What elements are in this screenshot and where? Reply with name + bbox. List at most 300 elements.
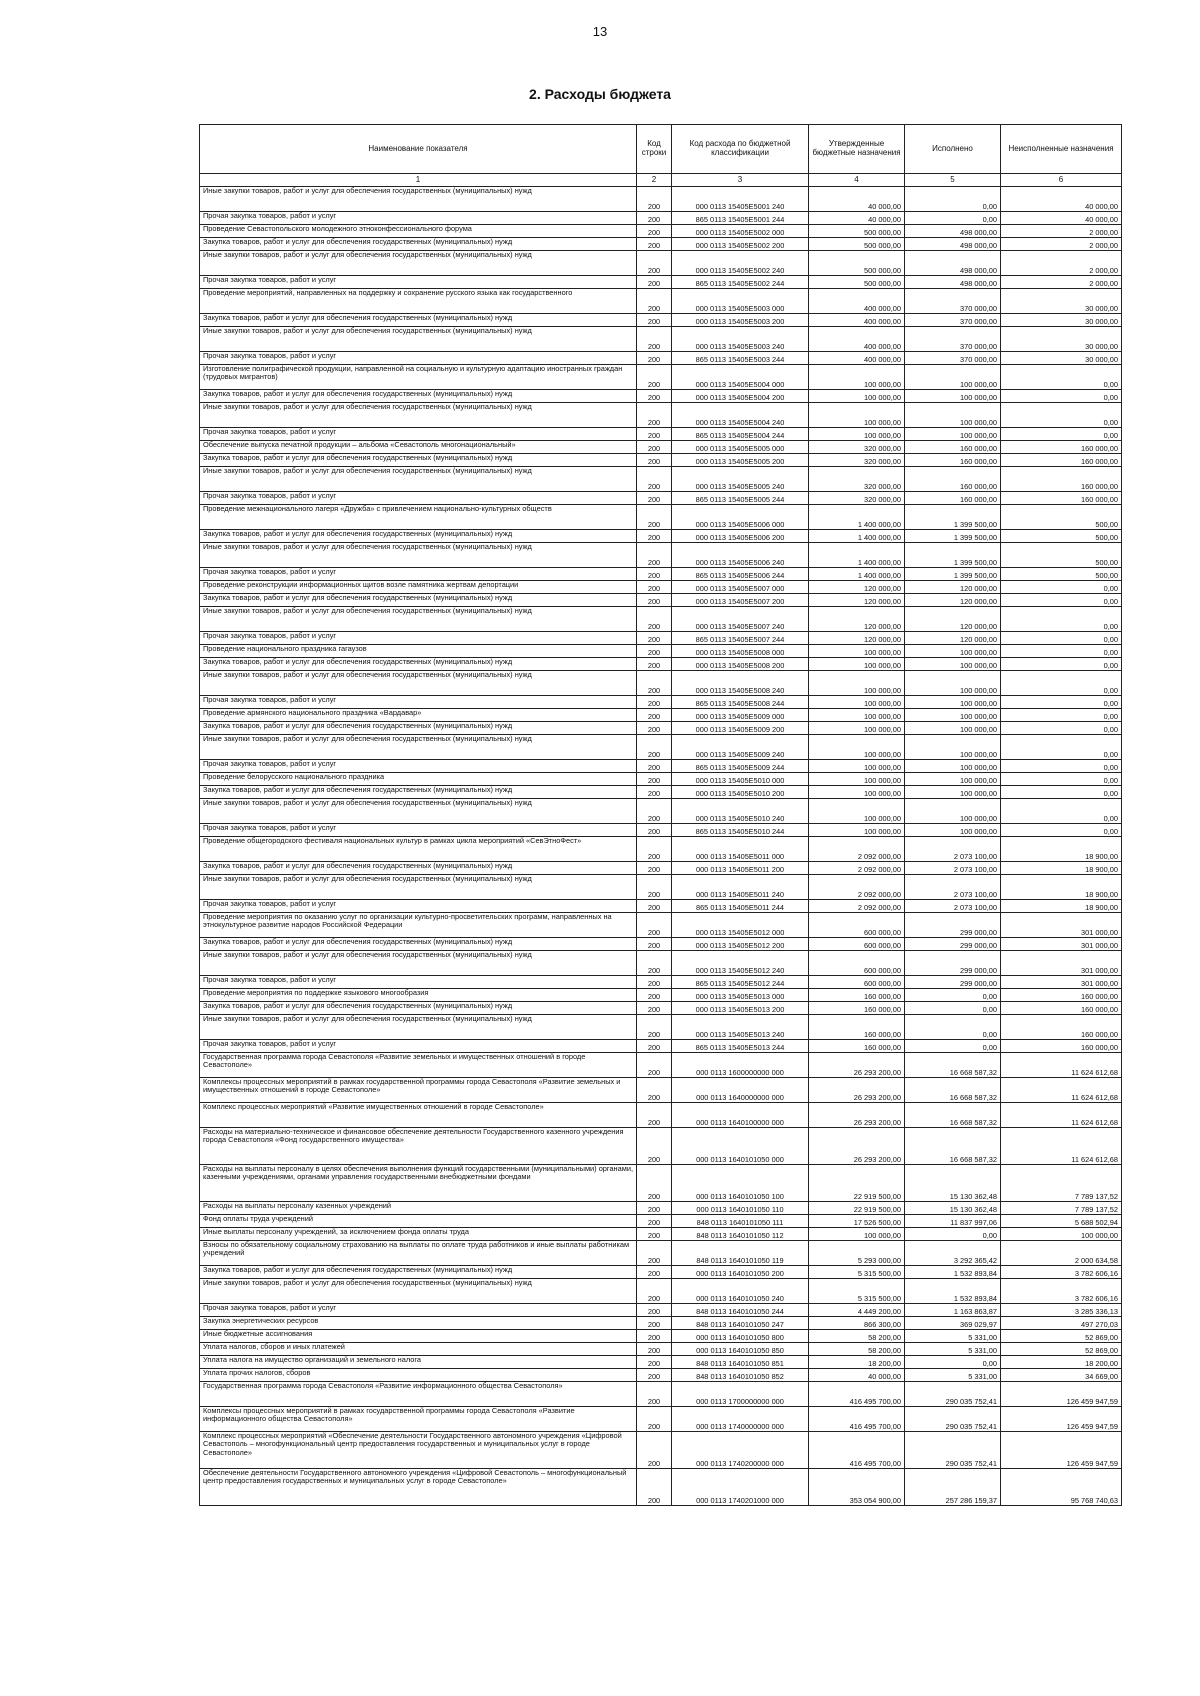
row-unexecuted: 3 285 336,13 (1001, 1304, 1122, 1317)
row-expense-code: 000 0113 15405E5009 200 (672, 722, 809, 735)
row-unexecuted: 30 000,00 (1001, 314, 1122, 327)
row-executed: 1 399 500,00 (905, 568, 1001, 581)
row-unexecuted: 30 000,00 (1001, 327, 1122, 352)
row-approved: 100 000,00 (809, 645, 905, 658)
row-expense-code: 000 0113 15405E5002 000 (672, 225, 809, 238)
row-name: Расходы на выплаты персоналу казенных учреждений (200, 1202, 637, 1215)
row-expense-code: 000 0113 15405E5009 000 (672, 709, 809, 722)
row-line-code: 200 (637, 607, 672, 632)
row-line-code: 200 (637, 658, 672, 671)
row-name: Закупка товаров, работ и услуг для обеспечения государственных (муниципальных) нужд (200, 938, 637, 951)
row-line-code: 200 (637, 837, 672, 862)
row-line-code: 200 (637, 989, 672, 1002)
row-approved: 600 000,00 (809, 938, 905, 951)
table-row (200, 709, 1122, 722)
row-name: Прочая закупка товаров, работ и услуг (200, 824, 637, 837)
row-name: Расходы на выплаты персоналу в целях обеспечения выполнения функций государственными (муниципальными) органами, казенными учреждениями, органами управления государственными внебюджетными фондами (200, 1165, 637, 1202)
row-approved: 1 400 000,00 (809, 505, 905, 530)
row-unexecuted: 0,00 (1001, 786, 1122, 799)
row-line-code: 200 (637, 251, 672, 276)
table-body (200, 187, 1122, 1506)
table-row (200, 1241, 1122, 1266)
row-approved: 500 000,00 (809, 276, 905, 289)
row-line-code: 200 (637, 1369, 672, 1382)
row-line-code: 200 (637, 1330, 672, 1343)
row-approved: 100 000,00 (809, 773, 905, 786)
row-expense-code: 000 0113 15405E5012 000 (672, 913, 809, 938)
row-executed: 160 000,00 (905, 454, 1001, 467)
table-row (200, 671, 1122, 696)
row-expense-code: 865 0113 15405E5006 244 (672, 568, 809, 581)
row-line-code: 200 (637, 632, 672, 645)
row-approved: 100 000,00 (809, 760, 905, 773)
row-approved: 120 000,00 (809, 581, 905, 594)
row-line-code: 200 (637, 900, 672, 913)
row-name: Иные закупки товаров, работ и услуг для обеспечения государственных (муниципальных) нужд (200, 1279, 637, 1304)
row-unexecuted: 0,00 (1001, 365, 1122, 390)
row-expense-code: 000 0113 1640101050 000 (672, 1128, 809, 1165)
table-row (200, 1279, 1122, 1304)
row-approved: 100 000,00 (809, 428, 905, 441)
row-line-code: 200 (637, 1407, 672, 1432)
row-executed: 160 000,00 (905, 467, 1001, 492)
row-approved: 400 000,00 (809, 327, 905, 352)
row-approved: 100 000,00 (809, 390, 905, 403)
row-expense-code: 000 0113 15405E5013 000 (672, 989, 809, 1002)
row-unexecuted: 52 869,00 (1001, 1343, 1122, 1356)
row-expense-code: 000 0113 15405E5007 240 (672, 607, 809, 632)
row-approved: 100 000,00 (809, 365, 905, 390)
row-unexecuted: 2 000,00 (1001, 276, 1122, 289)
row-approved: 416 495 700,00 (809, 1407, 905, 1432)
row-unexecuted: 18 900,00 (1001, 862, 1122, 875)
table-row (200, 1304, 1122, 1317)
row-line-code: 200 (637, 1432, 672, 1469)
row-expense-code: 865 0113 15405E5009 244 (672, 760, 809, 773)
row-line-code: 200 (637, 709, 672, 722)
row-line-code: 200 (637, 1215, 672, 1228)
row-expense-code: 000 0113 15405E5011 240 (672, 875, 809, 900)
row-name: Изготовление полиграфической продукции, направленной на социальную и культурную адаптацию иностранных граждан (трудовых мигрантов) (200, 365, 637, 390)
row-executed: 100 000,00 (905, 428, 1001, 441)
row-expense-code: 865 0113 15405E5004 244 (672, 428, 809, 441)
row-approved: 100 000,00 (809, 824, 905, 837)
row-unexecuted: 160 000,00 (1001, 454, 1122, 467)
row-executed: 120 000,00 (905, 607, 1001, 632)
row-line-code: 200 (637, 390, 672, 403)
table-row (200, 1343, 1122, 1356)
row-line-code: 200 (637, 568, 672, 581)
row-name: Прочая закупка товаров, работ и услуг (200, 492, 637, 505)
row-expense-code: 000 0113 15405E5003 200 (672, 314, 809, 327)
row-executed: 0,00 (905, 187, 1001, 212)
row-line-code: 200 (637, 467, 672, 492)
row-name: Уплата налога на имущество организаций и земельного налога (200, 1356, 637, 1369)
table-row (200, 251, 1122, 276)
row-executed: 299 000,00 (905, 913, 1001, 938)
table-row (200, 799, 1122, 824)
row-unexecuted: 2 000,00 (1001, 251, 1122, 276)
table-row (200, 1330, 1122, 1343)
row-name: Закупка товаров, работ и услуг для обеспечения государственных (муниципальных) нужд (200, 238, 637, 251)
table-row (200, 645, 1122, 658)
row-name: Закупка товаров, работ и услуг для обеспечения государственных (муниципальных) нужд (200, 658, 637, 671)
row-line-code: 200 (637, 773, 672, 786)
row-approved: 58 200,00 (809, 1330, 905, 1343)
row-name: Закупка товаров, работ и услуг для обеспечения государственных (муниципальных) нужд (200, 722, 637, 735)
row-executed: 0,00 (905, 212, 1001, 225)
row-executed: 299 000,00 (905, 938, 1001, 951)
row-approved: 100 000,00 (809, 799, 905, 824)
table-row (200, 530, 1122, 543)
row-name: Прочая закупка товаров, работ и услуг (200, 976, 637, 989)
row-unexecuted: 500,00 (1001, 530, 1122, 543)
row-approved: 26 293 200,00 (809, 1078, 905, 1103)
header-approved: Утвержденные бюджетные назначения (809, 125, 905, 174)
row-executed: 120 000,00 (905, 594, 1001, 607)
header-number: 3 (672, 174, 809, 187)
table-row (200, 492, 1122, 505)
row-line-code: 200 (637, 1279, 672, 1304)
row-expense-code: 000 0113 15405E5009 240 (672, 735, 809, 760)
row-unexecuted: 0,00 (1001, 607, 1122, 632)
row-expense-code: 865 0113 15405E5010 244 (672, 824, 809, 837)
row-approved: 100 000,00 (809, 658, 905, 671)
row-approved: 5 315 500,00 (809, 1279, 905, 1304)
row-line-code: 200 (637, 862, 672, 875)
table-row (200, 1078, 1122, 1103)
row-executed: 100 000,00 (905, 696, 1001, 709)
row-executed: 2 073 100,00 (905, 837, 1001, 862)
row-expense-code: 000 0113 15405E5011 200 (672, 862, 809, 875)
row-executed: 16 668 587,32 (905, 1053, 1001, 1078)
row-approved: 353 054 900,00 (809, 1469, 905, 1506)
table-row (200, 773, 1122, 786)
row-approved: 4 449 200,00 (809, 1304, 905, 1317)
row-executed: 2 073 100,00 (905, 900, 1001, 913)
row-approved: 500 000,00 (809, 238, 905, 251)
row-unexecuted: 0,00 (1001, 671, 1122, 696)
row-executed: 120 000,00 (905, 581, 1001, 594)
row-expense-code: 000 0113 15405E5010 200 (672, 786, 809, 799)
row-expense-code: 000 0113 15405E5007 200 (672, 594, 809, 607)
row-executed: 100 000,00 (905, 645, 1001, 658)
row-name: Иные закупки товаров, работ и услуг для обеспечения государственных (муниципальных) нужд (200, 251, 637, 276)
row-expense-code: 000 0113 1740200000 000 (672, 1432, 809, 1469)
row-approved: 100 000,00 (809, 403, 905, 428)
row-executed: 1 399 500,00 (905, 543, 1001, 568)
row-name: Иные закупки товаров, работ и услуг для обеспечения государственных (муниципальных) нужд (200, 187, 637, 212)
row-line-code: 200 (637, 1469, 672, 1506)
table-row (200, 594, 1122, 607)
row-executed: 5 331,00 (905, 1369, 1001, 1382)
row-executed: 2 073 100,00 (905, 862, 1001, 875)
row-approved: 320 000,00 (809, 441, 905, 454)
row-unexecuted: 11 624 612,68 (1001, 1103, 1122, 1128)
row-approved: 320 000,00 (809, 492, 905, 505)
row-unexecuted: 7 789 137,52 (1001, 1165, 1122, 1202)
row-executed: 100 000,00 (905, 786, 1001, 799)
row-approved: 416 495 700,00 (809, 1432, 905, 1469)
table-row (200, 1215, 1122, 1228)
row-name: Проведение общегородского фестиваля национальных культур в рамках цикла мероприятий «СевЭтноФест» (200, 837, 637, 862)
row-name: Уплата прочих налогов, сборов (200, 1369, 637, 1382)
row-executed: 299 000,00 (905, 976, 1001, 989)
row-approved: 500 000,00 (809, 251, 905, 276)
row-expense-code: 000 0113 15405E5003 240 (672, 327, 809, 352)
table-row (200, 837, 1122, 862)
row-executed: 369 029,97 (905, 1317, 1001, 1330)
row-unexecuted: 497 270,03 (1001, 1317, 1122, 1330)
row-name: Проведение мероприятий, направленных на поддержку и сохранение русского языка как государственного (200, 289, 637, 314)
row-name: Закупка товаров, работ и услуг для обеспечения государственных (муниципальных) нужд (200, 530, 637, 543)
row-expense-code: 000 0113 15405E5002 240 (672, 251, 809, 276)
row-unexecuted: 160 000,00 (1001, 1040, 1122, 1053)
row-name: Прочая закупка товаров, работ и услуг (200, 1304, 637, 1317)
row-line-code: 200 (637, 696, 672, 709)
row-approved: 600 000,00 (809, 913, 905, 938)
row-executed: 0,00 (905, 1002, 1001, 1015)
table-row (200, 187, 1122, 212)
row-expense-code: 000 0113 15405E5005 000 (672, 441, 809, 454)
row-executed: 498 000,00 (905, 251, 1001, 276)
row-name: Прочая закупка товаров, работ и услуг (200, 632, 637, 645)
row-line-code: 200 (637, 1053, 672, 1078)
row-expense-code: 000 0113 15405E5006 000 (672, 505, 809, 530)
row-line-code: 200 (637, 671, 672, 696)
table-row (200, 1103, 1122, 1128)
row-unexecuted: 0,00 (1001, 403, 1122, 428)
row-expense-code: 000 0113 15405E5004 240 (672, 403, 809, 428)
row-expense-code: 000 0113 15405E5013 240 (672, 1015, 809, 1040)
row-name: Проведение мероприятия по оказанию услуг по организации культурно-просветительских программ, направленных на этнокультурное развитие народов Российской Федерации (200, 913, 637, 938)
row-name: Проведение армянского национального праздника «Вардавар» (200, 709, 637, 722)
row-expense-code: 000 0113 1640101050 240 (672, 1279, 809, 1304)
row-executed: 1 163 863,87 (905, 1304, 1001, 1317)
row-line-code: 200 (637, 1202, 672, 1215)
table-row (200, 735, 1122, 760)
row-approved: 26 293 200,00 (809, 1103, 905, 1128)
row-approved: 100 000,00 (809, 696, 905, 709)
row-unexecuted: 18 900,00 (1001, 900, 1122, 913)
row-line-code: 200 (637, 225, 672, 238)
row-expense-code: 000 0113 15405E5004 000 (672, 365, 809, 390)
row-approved: 18 200,00 (809, 1356, 905, 1369)
row-executed: 100 000,00 (905, 709, 1001, 722)
row-line-code: 200 (637, 594, 672, 607)
row-unexecuted: 0,00 (1001, 824, 1122, 837)
row-name: Проведение мероприятия по поддержке языкового многообразия (200, 989, 637, 1002)
table-row (200, 1053, 1122, 1078)
row-line-code: 200 (637, 1304, 672, 1317)
row-executed: 100 000,00 (905, 773, 1001, 786)
row-unexecuted: 160 000,00 (1001, 1015, 1122, 1040)
row-expense-code: 848 0113 1640101050 852 (672, 1369, 809, 1382)
row-line-code: 200 (637, 799, 672, 824)
row-approved: 100 000,00 (809, 709, 905, 722)
table-row (200, 327, 1122, 352)
row-executed: 15 130 362,48 (905, 1202, 1001, 1215)
row-line-code: 200 (637, 786, 672, 799)
row-approved: 100 000,00 (809, 671, 905, 696)
row-approved: 600 000,00 (809, 976, 905, 989)
row-line-code: 200 (637, 1343, 672, 1356)
row-expense-code: 000 0113 15405E5008 200 (672, 658, 809, 671)
row-executed: 100 000,00 (905, 760, 1001, 773)
row-unexecuted: 160 000,00 (1001, 492, 1122, 505)
row-executed: 498 000,00 (905, 238, 1001, 251)
row-line-code: 200 (637, 1266, 672, 1279)
table-row (200, 1202, 1122, 1215)
table-row (200, 1432, 1122, 1469)
row-unexecuted: 11 624 612,68 (1001, 1053, 1122, 1078)
row-line-code: 200 (637, 1241, 672, 1266)
table-row (200, 976, 1122, 989)
row-expense-code: 000 0113 1640101050 850 (672, 1343, 809, 1356)
row-executed: 100 000,00 (905, 671, 1001, 696)
row-line-code: 200 (637, 1356, 672, 1369)
row-name: Закупка товаров, работ и услуг для обеспечения государственных (муниципальных) нужд (200, 786, 637, 799)
row-expense-code: 865 0113 15405E5001 244 (672, 212, 809, 225)
row-name: Закупка товаров, работ и услуг для обеспечения государственных (муниципальных) нужд (200, 390, 637, 403)
row-expense-code: 865 0113 15405E5013 244 (672, 1040, 809, 1053)
row-executed: 160 000,00 (905, 492, 1001, 505)
row-name: Закупка товаров, работ и услуг для обеспечения государственных (муниципальных) нужд (200, 1266, 637, 1279)
row-approved: 2 092 000,00 (809, 900, 905, 913)
row-name: Прочая закупка товаров, работ и услуг (200, 1040, 637, 1053)
row-expense-code: 000 0113 15405E5006 240 (672, 543, 809, 568)
row-name: Проведение национального праздника гагаузов (200, 645, 637, 658)
row-name: Закупка энергетических ресурсов (200, 1317, 637, 1330)
table-row (200, 1228, 1122, 1241)
table-row (200, 1128, 1122, 1165)
row-executed: 16 668 587,32 (905, 1128, 1001, 1165)
header-number: 4 (809, 174, 905, 187)
row-unexecuted: 160 000,00 (1001, 467, 1122, 492)
row-unexecuted: 0,00 (1001, 722, 1122, 735)
row-name: Комплексы процессных мероприятий в рамках государственной программы города Севастополя «Развитие информационного общества Севастополя» (200, 1407, 637, 1432)
row-name: Иные закупки товаров, работ и услуг для обеспечения государственных (муниципальных) нужд (200, 467, 637, 492)
row-unexecuted: 11 624 612,68 (1001, 1128, 1122, 1165)
row-approved: 2 092 000,00 (809, 837, 905, 862)
table-row (200, 632, 1122, 645)
row-name: Уплата налогов, сборов и иных платежей (200, 1343, 637, 1356)
row-name: Прочая закупка товаров, работ и услуг (200, 568, 637, 581)
row-unexecuted: 0,00 (1001, 390, 1122, 403)
row-approved: 22 919 500,00 (809, 1165, 905, 1202)
row-executed: 100 000,00 (905, 390, 1001, 403)
row-expense-code: 000 0113 1640101050 200 (672, 1266, 809, 1279)
row-unexecuted: 0,00 (1001, 645, 1122, 658)
row-executed: 370 000,00 (905, 289, 1001, 314)
row-expense-code: 848 0113 1640101050 111 (672, 1215, 809, 1228)
row-expense-code: 000 0113 1640101050 100 (672, 1165, 809, 1202)
header-numbers-row (200, 174, 1122, 187)
table-row (200, 938, 1122, 951)
table-row (200, 289, 1122, 314)
row-approved: 120 000,00 (809, 594, 905, 607)
header-number: 6 (1001, 174, 1122, 187)
row-name: Прочая закупка товаров, работ и услуг (200, 212, 637, 225)
table-row (200, 238, 1122, 251)
row-executed: 498 000,00 (905, 225, 1001, 238)
row-executed: 3 292 365,42 (905, 1241, 1001, 1266)
row-line-code: 200 (637, 352, 672, 365)
table-row (200, 403, 1122, 428)
row-expense-code: 865 0113 15405E5007 244 (672, 632, 809, 645)
row-name: Закупка товаров, работ и услуг для обеспечения государственных (муниципальных) нужд (200, 862, 637, 875)
row-line-code: 200 (637, 492, 672, 505)
row-name: Закупка товаров, работ и услуг для обеспечения государственных (муниципальных) нужд (200, 594, 637, 607)
row-expense-code: 000 0113 1740201000 000 (672, 1469, 809, 1506)
row-unexecuted: 160 000,00 (1001, 1002, 1122, 1015)
row-approved: 26 293 200,00 (809, 1128, 905, 1165)
row-expense-code: 865 0113 15405E5011 244 (672, 900, 809, 913)
row-executed: 15 130 362,48 (905, 1165, 1001, 1202)
row-executed: 11 837 997,06 (905, 1215, 1001, 1228)
row-executed: 299 000,00 (905, 951, 1001, 976)
row-expense-code: 000 0113 1640100000 000 (672, 1103, 809, 1128)
table-row (200, 428, 1122, 441)
row-unexecuted: 500,00 (1001, 543, 1122, 568)
row-line-code: 200 (637, 365, 672, 390)
row-name: Обеспечение выпуска печатной продукции – альбома «Севастополь многонациональный» (200, 441, 637, 454)
row-unexecuted: 95 768 740,63 (1001, 1469, 1122, 1506)
row-approved: 500 000,00 (809, 225, 905, 238)
table-row (200, 1407, 1122, 1432)
row-expense-code: 865 0113 15405E5012 244 (672, 976, 809, 989)
row-executed: 16 668 587,32 (905, 1103, 1001, 1128)
row-executed: 100 000,00 (905, 799, 1001, 824)
row-name: Комплекс процессных мероприятий «Обеспечение деятельности Государственного автономного учреждения «Цифровой Севастополь – многофункциональный центр предоставления государственных и муниципальных услуг в городе Севастополе» (200, 1432, 637, 1469)
row-name: Иные закупки товаров, работ и услуг для обеспечения государственных (муниципальных) нужд (200, 607, 637, 632)
row-name: Прочая закупка товаров, работ и услуг (200, 900, 637, 913)
row-name: Закупка товаров, работ и услуг для обеспечения государственных (муниципальных) нужд (200, 314, 637, 327)
table-row (200, 1356, 1122, 1369)
table-row (200, 1040, 1122, 1053)
row-expense-code: 000 0113 1640101050 110 (672, 1202, 809, 1215)
table-row (200, 225, 1122, 238)
row-line-code: 200 (637, 735, 672, 760)
row-unexecuted: 126 459 947,59 (1001, 1432, 1122, 1469)
header-number: 2 (637, 174, 672, 187)
row-line-code: 200 (637, 441, 672, 454)
table-row (200, 1369, 1122, 1382)
table-row (200, 441, 1122, 454)
row-executed: 498 000,00 (905, 276, 1001, 289)
row-unexecuted: 18 900,00 (1001, 875, 1122, 900)
table-row (200, 875, 1122, 900)
row-name: Комплекс процессных мероприятий «Развитие имущественных отношений в городе Севастополе» (200, 1103, 637, 1128)
row-name: Взносы по обязательному социальному страхованию на выплаты по оплате труда работников и иные выплаты работникам учреждений (200, 1241, 637, 1266)
table-row (200, 658, 1122, 671)
row-executed: 0,00 (905, 1040, 1001, 1053)
row-unexecuted: 0,00 (1001, 773, 1122, 786)
row-line-code: 200 (637, 1040, 672, 1053)
row-executed: 100 000,00 (905, 824, 1001, 837)
row-line-code: 200 (637, 913, 672, 938)
row-expense-code: 000 0113 15405E5008 240 (672, 671, 809, 696)
row-name: Закупка товаров, работ и услуг для обеспечения государственных (муниципальных) нужд (200, 454, 637, 467)
row-name: Иные бюджетные ассигнования (200, 1330, 637, 1343)
row-name: Прочая закупка товаров, работ и услуг (200, 276, 637, 289)
row-line-code: 200 (637, 454, 672, 467)
row-unexecuted: 301 000,00 (1001, 976, 1122, 989)
row-line-code: 200 (637, 938, 672, 951)
row-approved: 400 000,00 (809, 289, 905, 314)
row-approved: 100 000,00 (809, 735, 905, 760)
row-line-code: 200 (637, 428, 672, 441)
